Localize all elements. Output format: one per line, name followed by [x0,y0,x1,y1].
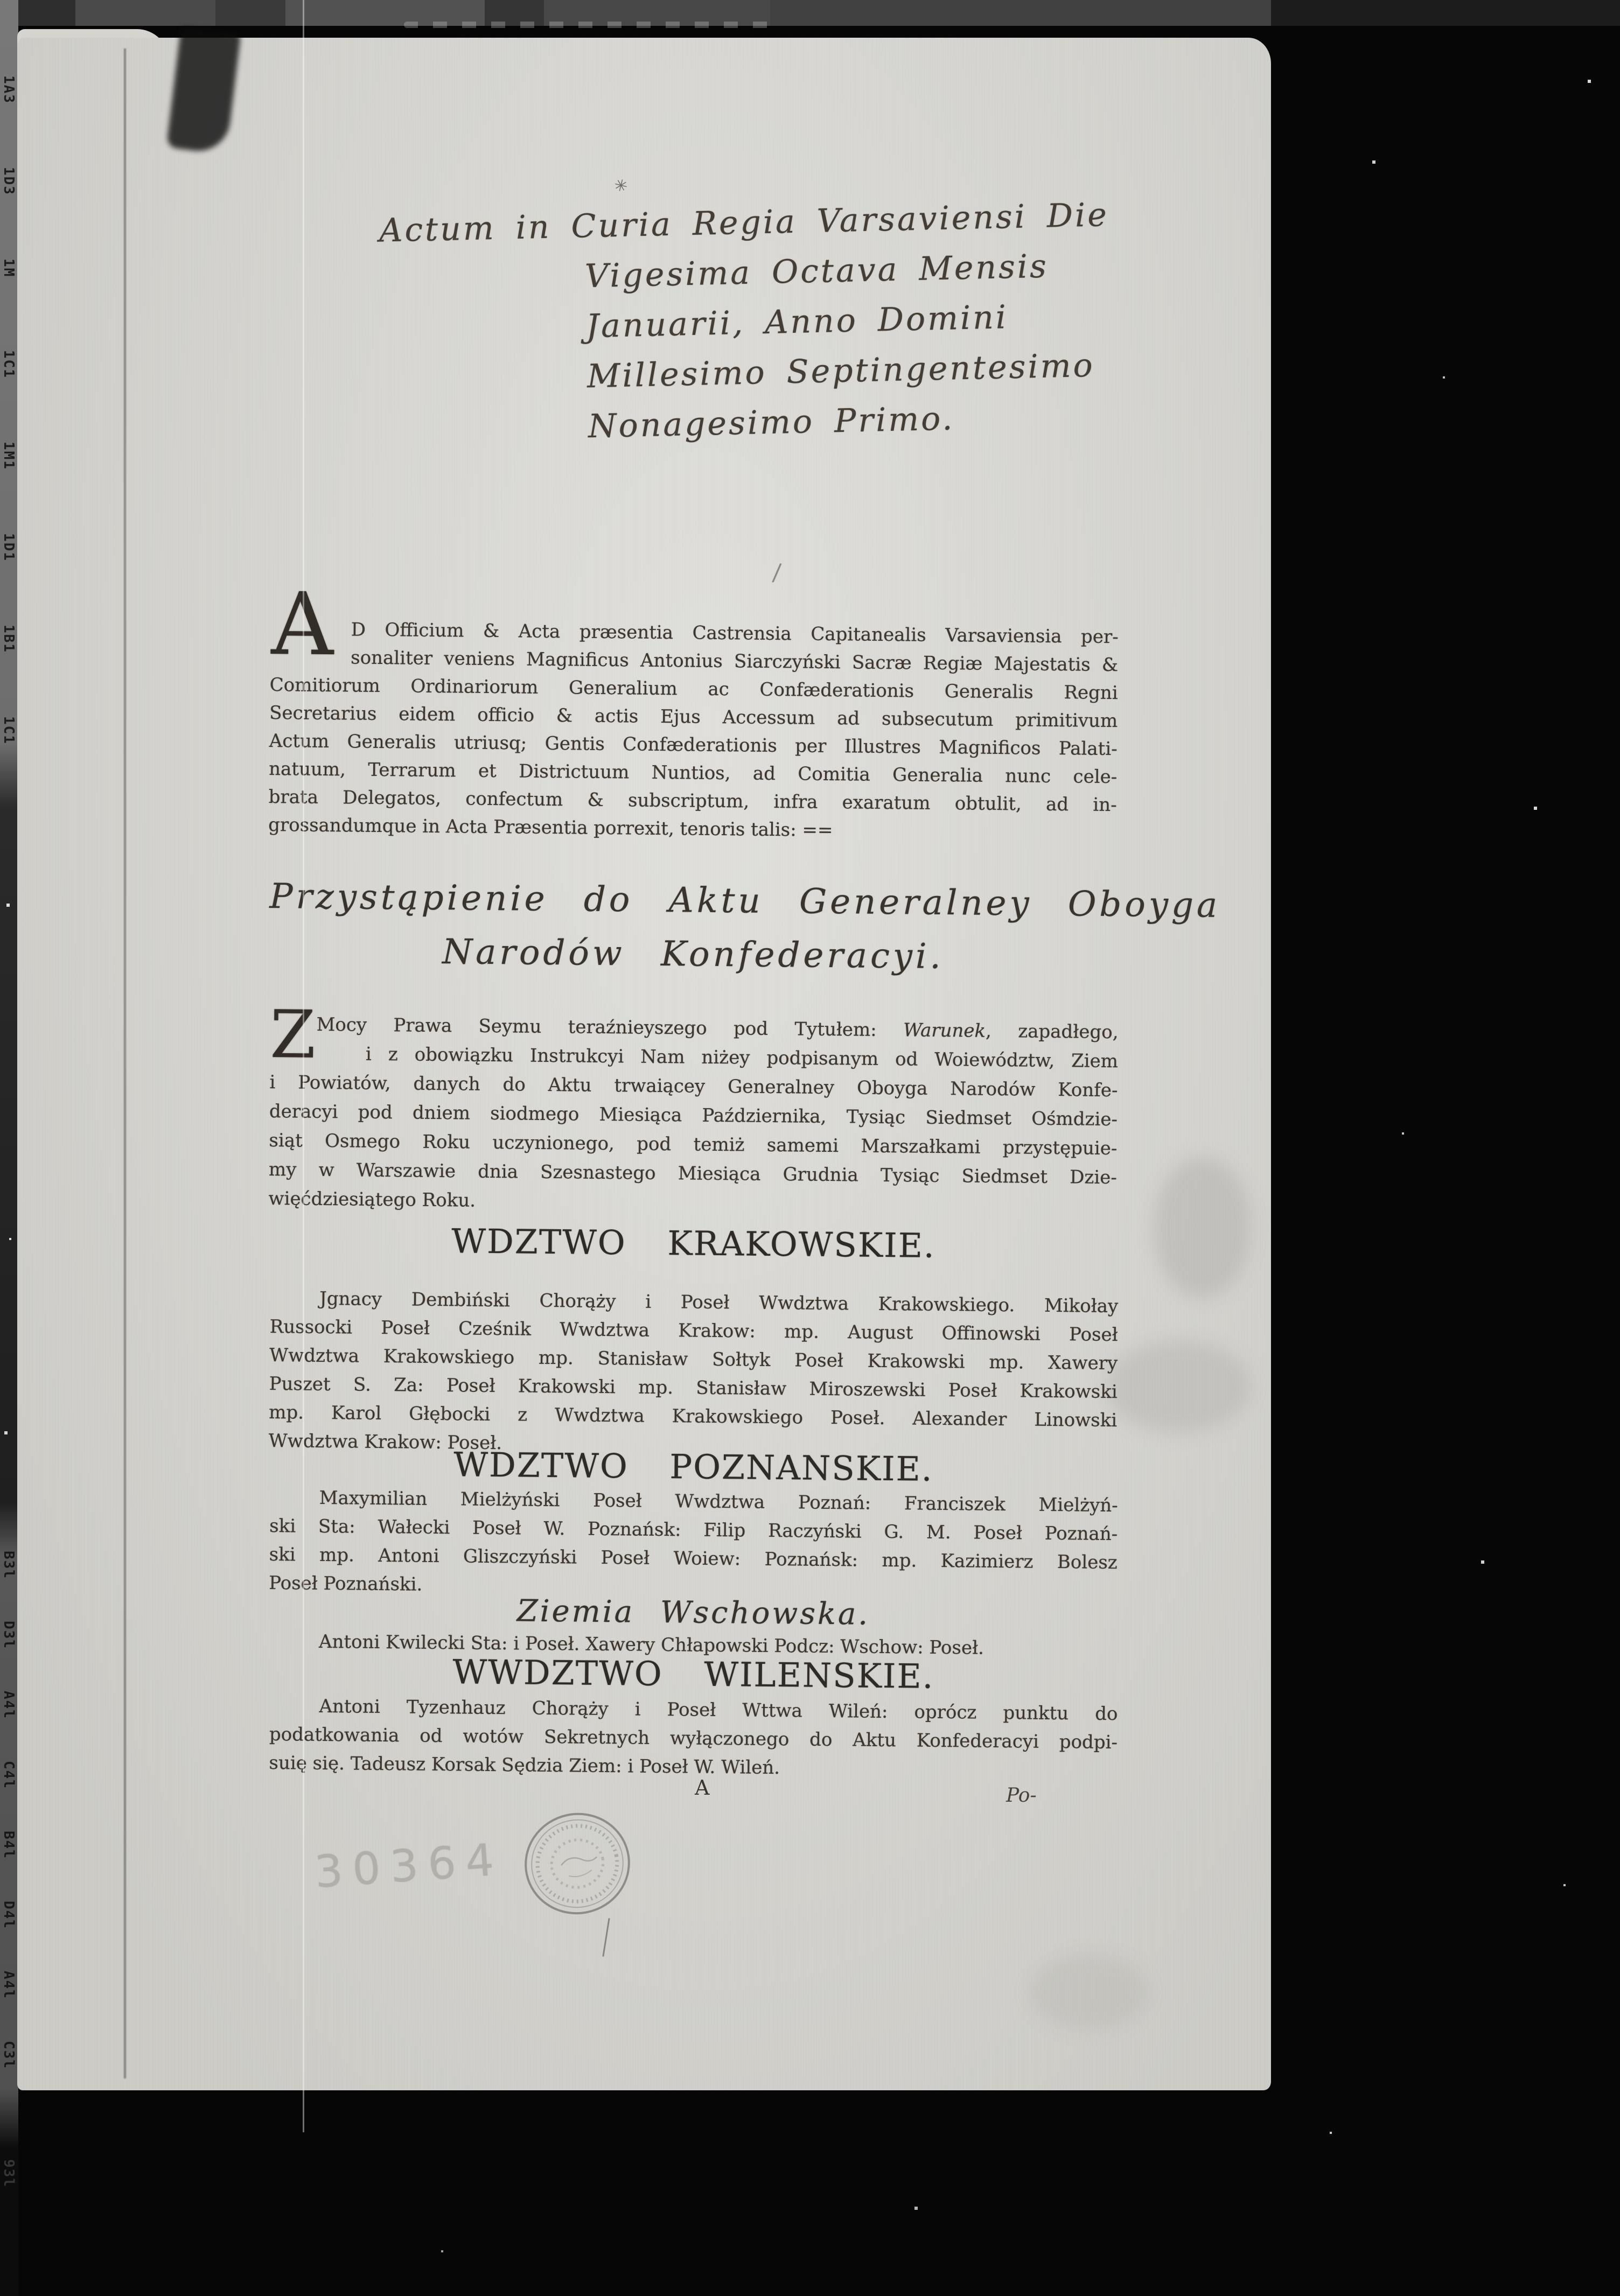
title-line: Actum in Curia Regia Varsaviensi Die [379,196,1109,250]
text-line: Actum Generalis utriusq; Gentis Confæderationis per Illustres Magnificos Palati- [269,730,1118,760]
heading-line: Narodów Konfederacyi. [442,932,945,977]
catchword: Po- [1006,1784,1037,1807]
text-line: natuum, Terrarum et Districtuum Nuntios, ad Comitia Generalia nunc cele- [269,758,1118,788]
text-line: mp. Karol Głębocki z Wwdztwa Krakowskiego Poseł. Alexander Linowski [269,1401,1118,1432]
film-edge-code: B3l [1,1551,17,1579]
text-line: deracyi pod dniem siodmego Miesiąca Października, Tysiąc Siedmset Ośmdzie- [269,1101,1118,1131]
text-line: więćdziesiątego Roku. [268,1187,476,1212]
text-line: Secretarius eidem officio & actis Ejus Accessum ad subsecutum primitivum [269,702,1118,732]
title-line: Nonagesimo Primo. [588,400,955,446]
signature-gathering-mark: A [695,1776,710,1800]
stray-pen-mark: / [771,558,783,587]
latin-title [267,190,1120,459]
film-scratch-line [303,0,304,2132]
text-line: Wwdztwa Krakowskiego mp. Stanisław Sołtyk Poseł Krakowski mp. Xawery [269,1345,1118,1375]
film-edge-code: 1D1 [1,533,17,562]
stamp-pen-stroke [602,1918,610,1957]
section-krakowskie [268,1284,1118,1464]
film-edge-code: 1M1 [1,442,17,470]
title-line: Millesimo Septingentesimo [586,346,1095,396]
text-line: Antoni Kwilecki Sta: i Poseł. Xawery Chłapowski Podcz: Wschow: Poseł. [318,1630,984,1659]
drop-cap-Z: Z [269,996,316,1073]
film-edge-code: D4l [1,1901,17,1929]
zmocy-paragraph [268,996,1119,1221]
film-edge-strip [0,0,18,2296]
paper-stain [1105,1341,1251,1432]
drop-cap-A: A [270,573,334,675]
text-span: Mocy Prawa Seymu teraźnieyszego pod Tytułem: [316,1013,904,1041]
section-wilenskie [269,1692,1118,1786]
film-frame-dashes [404,22,781,28]
section-heading-poznanskie: WDZTWO POZNANSKIE. [453,1445,933,1489]
section-heading-krakowskie: WDZTWO KRAKOWSKIE. [451,1221,935,1265]
text-span: , zapadłego, [985,1020,1119,1044]
text-line: sonaliter veniens Magnificus Antonius Siarczyński Sacræ Regiæ Majestatis & [351,647,1119,676]
page-gutter-crease [124,48,126,2078]
heading-line: Przystąpienie do Aktu Generalney Oboyga [269,877,1221,926]
film-dust-specks [0,0,1,1]
film-edge-code: A4l [1,1971,17,1999]
text-line: siąt Osmego Roku uczynionego, pod temiż samemi Marszałkami przystępuie- [269,1129,1118,1160]
text-line: Antoni Tyzenhauz Chorąży i Poseł Wttwa Wileń: oprócz punktu do [319,1695,1118,1725]
text-line: Russocki Poseł Cześnik Wwdztwa Krakow: mp. August Offinowski Poseł [269,1316,1118,1346]
document-page [17,38,1271,2090]
text-line: podatkowania od wotów Sekretnych wyłączonego do Aktu Konfederacyi podpi- [269,1724,1118,1754]
section-heading-wilenskie: WWDZTWO WILENSKIE. [452,1652,934,1696]
text-line: ski Sta: Wałecki Poseł W. Poznańsk: Filip Raczyński G. M. Poseł Poznań- [269,1515,1118,1545]
pencil-inventory-number: 30364 [313,1833,505,1899]
polish-heading [269,870,1221,985]
film-edge-code: A4l [1,1691,17,1719]
film-edge-code: 1C1 [1,350,17,379]
title-line: Januarii, Anno Domini [585,298,1009,346]
paper-stain [1030,1955,1148,2030]
film-edge-code: C4l [1,1761,17,1789]
text-line: D Officium & Acta præsentia Castrensia Capitanealis Varsaviensia per- [351,619,1119,648]
section-heading-wschowska: Ziemia Wschowska. [516,1593,870,1632]
film-edge-code: B4l [1,1831,17,1859]
film-edge-code: 1B1 [1,625,17,653]
text-line: i z obowiązku Instrukcyi Nam niżey podpisanym od Woiewództw, Ziem [365,1043,1119,1073]
text-line: grossandumque in Acta Præsentia porrexit, tenoris talis: == [268,814,833,842]
text-line: suię się. Tadeusz Korsak Sędzia Ziem: i Poseł W. Wileń. [269,1752,780,1779]
text-line: ski mp. Antoni Gliszczyński Poseł Woiew: Poznańsk: mp. Kazimierz Bolesz [269,1543,1118,1574]
film-edge-code: 1A3 [1,75,17,104]
text-span-italic: Warunek [903,1019,986,1042]
film-edge-code: 1D3 [1,167,17,195]
film-edge-code: D3l [1,1621,17,1649]
library-stamp [518,1808,637,1921]
title-line: Vigesima Octava Mensis [584,247,1049,296]
text-line: brata Delegatos, confectum & subscriptum, infra exaratum obtulit, ad in- [268,786,1117,816]
text-line: i Powiatów, danych do Aktu trwaiącey Generalney Oboyga Narodów Konfe- [269,1072,1118,1102]
text-line: Comitiorum Ordinariorum Generalium ac Confæderationis Generalis Regni [269,674,1118,704]
film-edge-code: 1C1 [1,716,17,745]
text-line: Wwdztwa Krakow: Poseł. [268,1430,502,1454]
text-line: Puszet S. Za: Poseł Krakowski mp. Stanisław Miroszewski Poseł Krakowski [269,1373,1118,1403]
text-line: Jgnacy Dembiński Chorąży i Poseł Wwdztwa Krakowskiego. Mikołay [319,1287,1119,1318]
section-poznanskie [269,1483,1118,1606]
latin-paragraph [268,573,1119,847]
film-edge-code: 93l [1,2159,17,2188]
text-line: Poseł Poznański. [269,1572,423,1595]
text-line: my w Warszawie dnia Szesnastego Miesiąca Grudnia Tysiąc Siedmset Dzie- [268,1158,1118,1189]
film-frame-top-band [0,0,1620,26]
film-edge-code: 1M [1,258,17,278]
paper-stain [1154,1158,1251,1298]
film-edge-code: C3l [1,2041,17,2069]
printer-ornament-mark: ✳ [612,175,630,197]
text-line: Maxymilian Mielżyński Poseł Wwdztwa Poznań: Franciszek Mielżyń- [319,1487,1118,1517]
